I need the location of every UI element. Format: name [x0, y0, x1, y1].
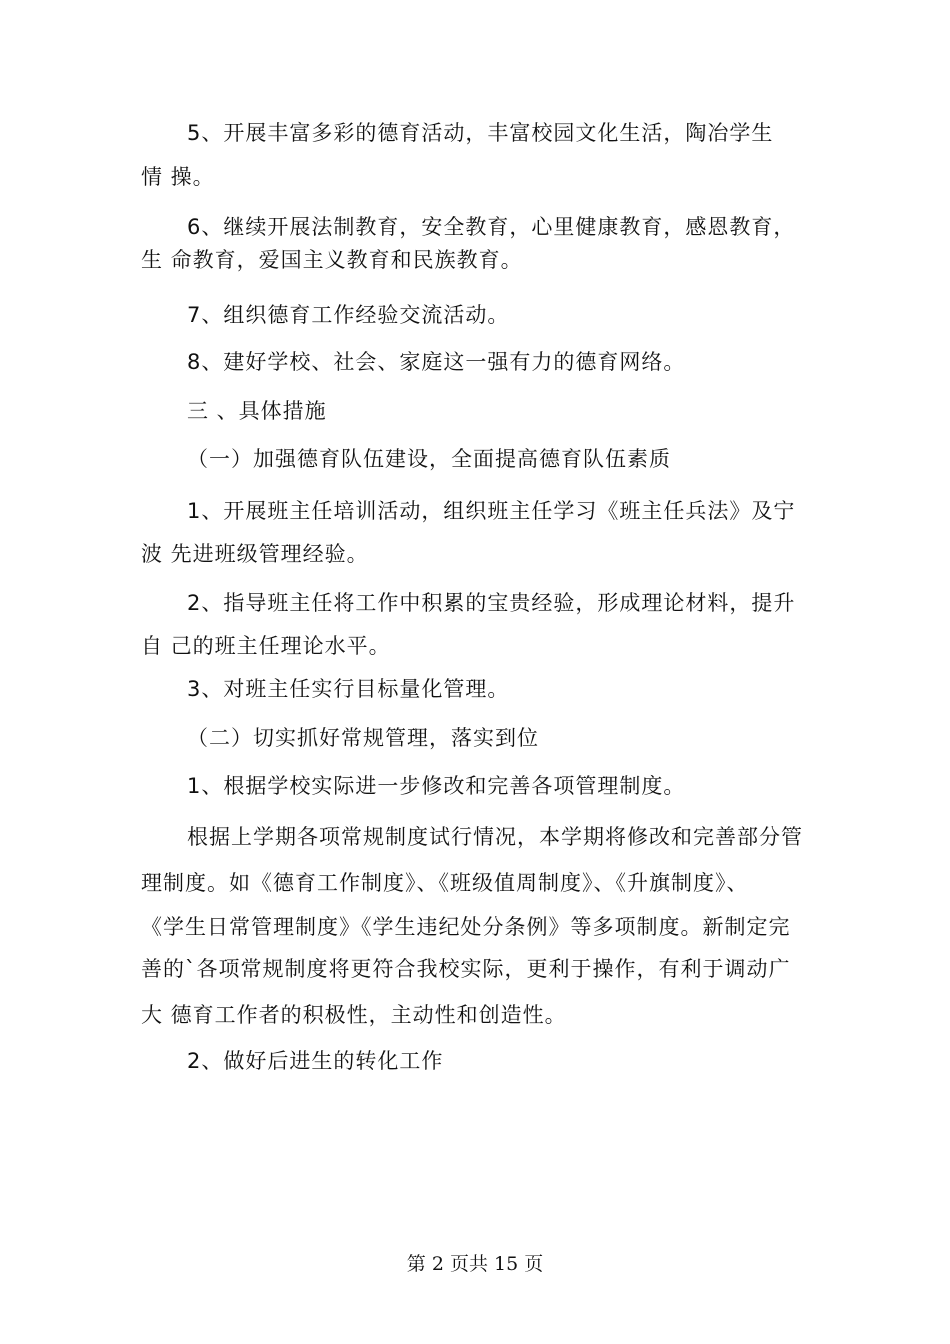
- paragraph-line: 6、继续开展法制教育，安全教育，心里健康教育，感恩教育，: [187, 215, 796, 239]
- paragraph-line: 大 德育工作者的积极性，主动性和创造性。: [141, 1003, 567, 1027]
- subsection-heading: （一）加强德育队伍建设，全面提高德育队伍素质: [187, 447, 671, 471]
- section-heading: 三 、具体措施: [187, 399, 327, 423]
- paragraph-line: 波 先进班级管理经验。: [141, 542, 369, 566]
- subsection-heading: （二）切实抓好常规管理，落实到位: [187, 726, 539, 750]
- paragraph-line: 《学生日常管理制度》《学生违纪处分条例》等多项制度。新制定完: [141, 915, 791, 939]
- paragraph-line: 情 操。: [141, 165, 215, 189]
- paragraph-line: 理制度。如《德育工作制度》、《班级值周制度》、《升旗制度》、: [141, 871, 749, 895]
- paragraph-line: 8、建好学校、社会、家庭这一强有力的德育网络。: [187, 350, 686, 374]
- paragraph-line: 5、开展丰富多彩的德育活动，丰富校园文化生活，陶冶学生: [187, 121, 774, 145]
- paragraph-line: 自 己的班主任理论水平。: [141, 634, 391, 658]
- paragraph-line: 2、指导班主任将工作中积累的宝贵经验，形成理论材料，提升: [187, 591, 796, 615]
- paragraph-line: 3、对班主任实行目标量化管理。: [187, 677, 510, 701]
- page-number-footer: 第 2 页共 15 页: [406, 1253, 544, 1275]
- paragraph-line: 生 命教育，爱国主义教育和民族教育。: [141, 248, 523, 272]
- paragraph-line: 根据上学期各项常规制度试行情况，本学期将修改和完善部分管: [187, 825, 803, 849]
- paragraph-line: 1、开展班主任培训活动，组织班主任学习《班主任兵法》及宁: [187, 499, 796, 523]
- paragraph-line: 2、做好后进生的转化工作: [187, 1049, 444, 1073]
- paragraph-line: 善的`各项常规制度将更符合我校实际，更利于操作，有利于调动广: [141, 957, 791, 981]
- paragraph-line: 1、根据学校实际进一步修改和完善各项管理制度。: [187, 774, 686, 798]
- paragraph-line: 7、组织德育工作经验交流活动。: [187, 303, 510, 327]
